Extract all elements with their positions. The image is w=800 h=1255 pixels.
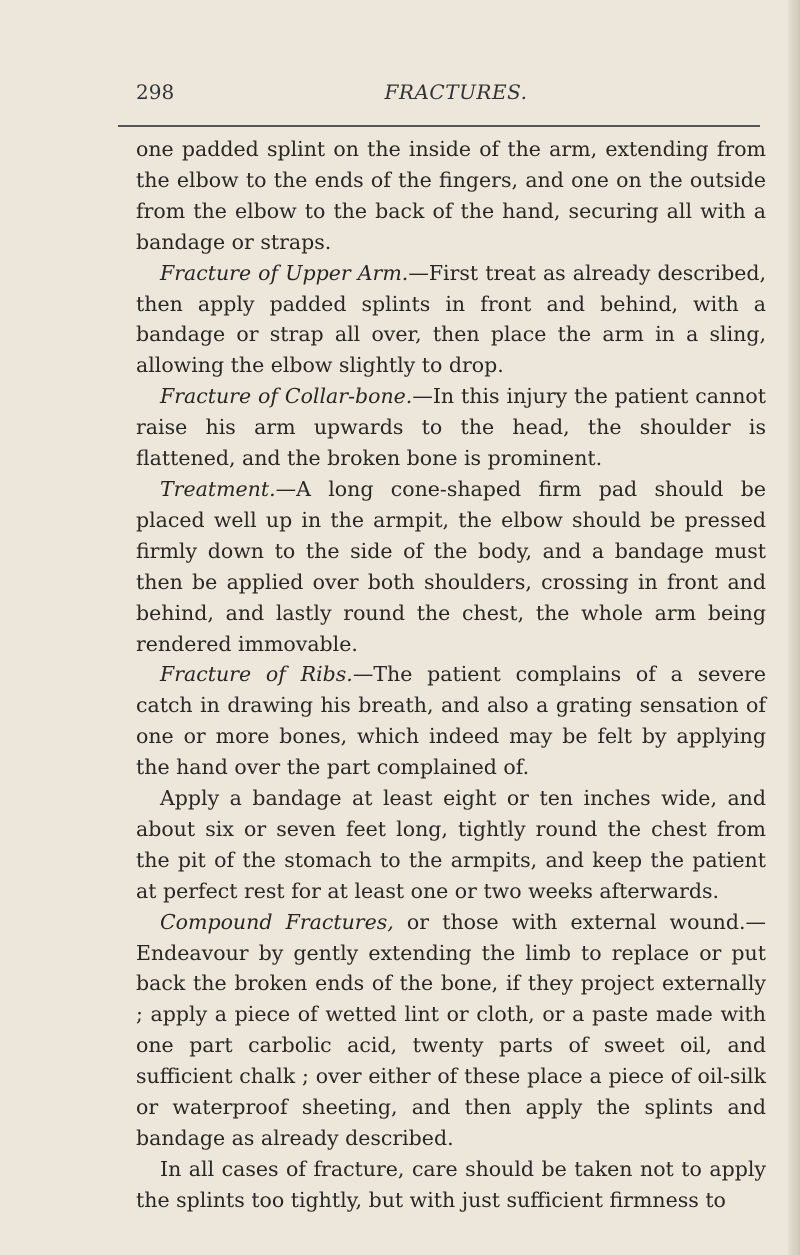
paragraph bbox=[136, 1154, 766, 1216]
paragraph bbox=[136, 381, 766, 474]
paragraph-text: Apply a bandage at least eight or ten inches wide, and about six or seven feet long, tightly round the chest from the pit of the stomach to the armpits, and keep the patient at perfect rest for at least one or two weeks afterwards. bbox=[136, 786, 766, 903]
paragraph-text: or those with external wound.—Endeavour by gently extending the limb to replace or put back the broken ends of the bone, if they project externally ; apply a piece of wetted lint or cloth, or a paste made with one part carbolic acid, twenty parts of sweet oil, and sufficient chalk ; over either of these place a piece of oil-silk or waterproof sheeting, and then apply the splints and bandage as already described. bbox=[136, 909, 766, 1150]
paragraph-text: —A long cone-shaped firm pad should be placed well up in the armpit, the elbow should be pressed firmly down to the side of the body, and a bandage must then be applied over both shoulders, crossing in front and behind, and lastly round the chest, the whole arm being rendered immovable. bbox=[136, 476, 766, 656]
paragraph bbox=[136, 783, 766, 907]
paragraph bbox=[136, 659, 766, 783]
paragraph bbox=[136, 134, 766, 258]
paragraph-text: —In this injury the patient cannot raise his arm upwards to the head, the shoulder is flattened, and the broken bone is prominent. bbox=[136, 384, 766, 471]
paragraph-heading: Fracture of Upper Arm. bbox=[160, 260, 409, 285]
header-rule bbox=[118, 125, 760, 127]
paragraph bbox=[136, 258, 766, 382]
page-edge-shadow bbox=[788, 0, 800, 1255]
running-title: FRACTURES. bbox=[384, 80, 528, 104]
paragraph bbox=[136, 474, 766, 659]
page-header bbox=[136, 80, 776, 110]
paragraph-heading: Fracture of Ribs. bbox=[160, 662, 353, 687]
paragraph-text: —First treat as already described, then apply padded splints in front and behind, with a bandage or strap all over, then place the arm in a sling, allowing the elbow slightly to drop. bbox=[136, 260, 767, 378]
paragraph-text: one padded splint on the inside of the arm, extending from the elbow to the ends of the fingers, and one on the outside from the elbow to the back of the hand, securing all with a bandage or straps. bbox=[136, 137, 766, 254]
paragraph-heading: Treatment. bbox=[160, 476, 276, 501]
paragraph-heading: Fracture of Collar-bone. bbox=[160, 384, 413, 409]
paragraph-text: In all cases of fracture, care should be taken not to apply the splints too tightly, but with just sufficient firmness to bbox=[136, 1156, 766, 1212]
paragraph-text: —The patient complains of a severe catch in drawing his breath, and also a grating sensation of one or more bones, which indeed may be felt by applying the hand over the part complained of. bbox=[136, 662, 766, 780]
paragraph bbox=[136, 907, 766, 1154]
paragraph-heading: Compound Fractures, bbox=[160, 909, 394, 934]
body-text bbox=[136, 134, 766, 1216]
page-number: 298 bbox=[136, 80, 175, 104]
